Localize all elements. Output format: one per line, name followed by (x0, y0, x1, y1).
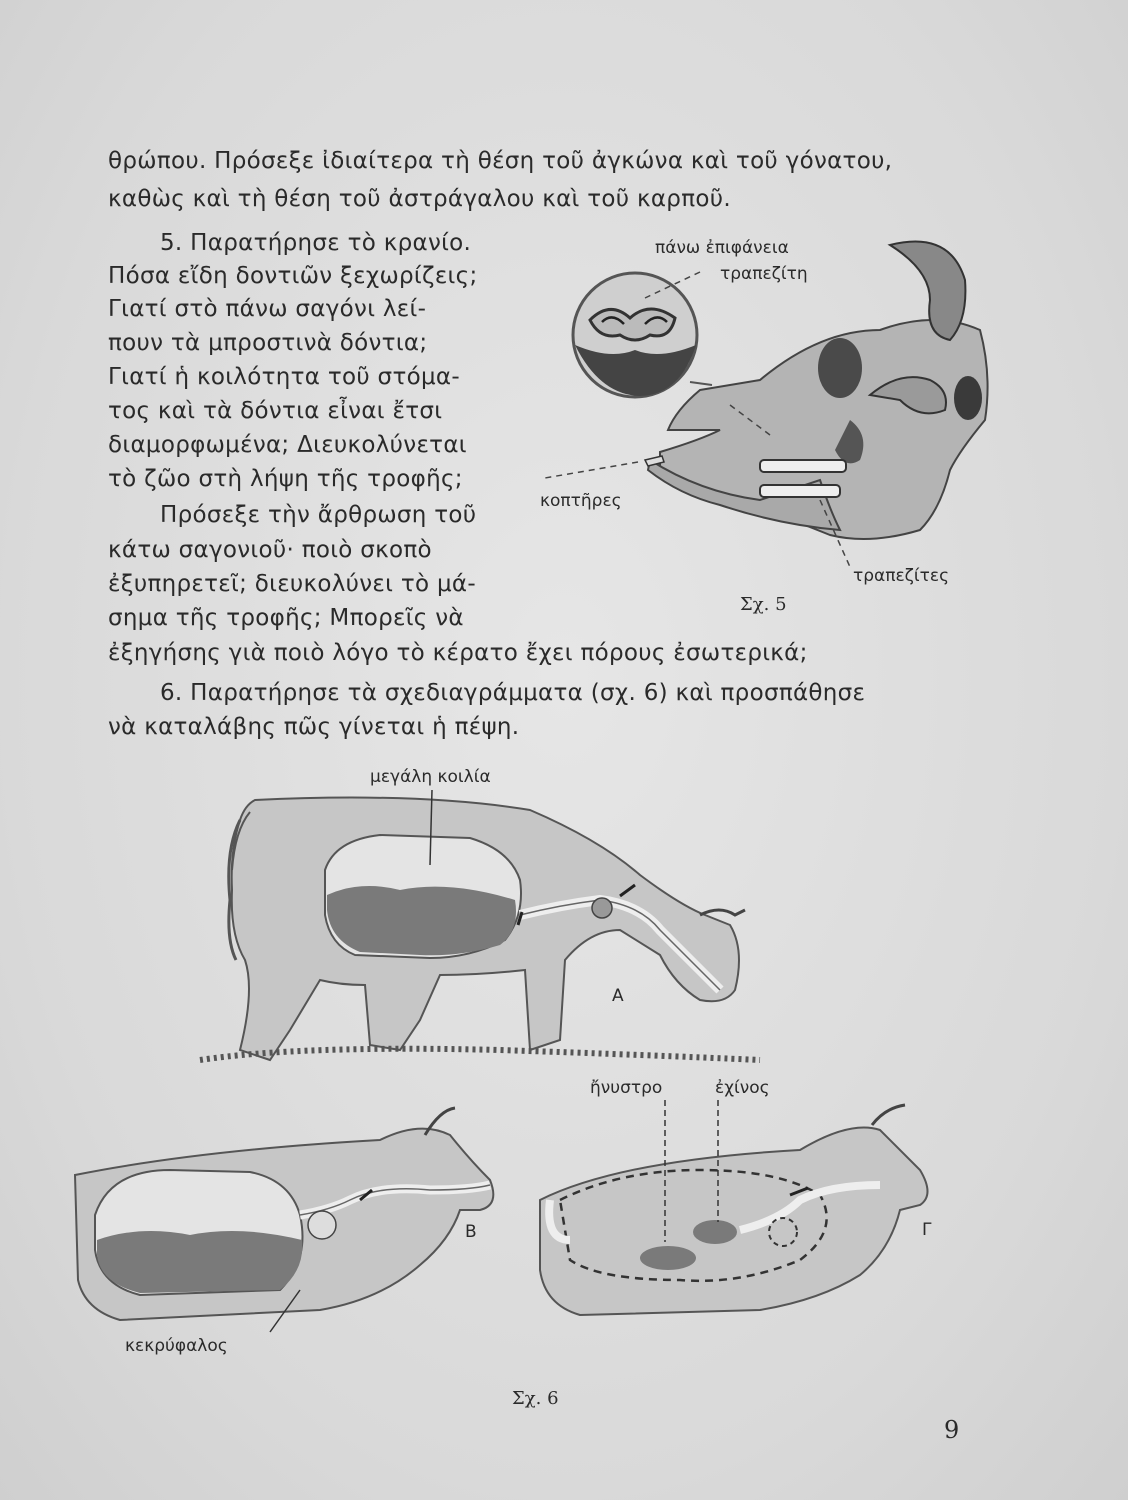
q6-line-1: 6. Παρατήρησε τὰ σχεδιαγράμματα (σχ. 6) καὶ προσπάθησε (160, 680, 866, 706)
fig6-label-b: Β (465, 1222, 477, 1242)
q5-line-12: σημα τῆς τροφῆς; Μπορεῖς νὰ (108, 605, 464, 631)
q5-line-8: τὸ ζῶο στὴ λήψη τῆς τροφῆς; (108, 466, 463, 492)
fig6-label-reticulum: κεκρύφαλος (125, 1336, 228, 1356)
q5-line-2: Πόσα εἴδη δοντιῶν ξεχωρίζεις; (108, 263, 478, 289)
q6-line-2: νὰ καταλάβης πῶς γίνεται ἡ πέψη. (108, 714, 520, 740)
q5-line-9: Πρόσεξε τὴν ἄρθρωση τοῦ (160, 502, 477, 528)
fig6-label-a: Α (612, 986, 624, 1006)
q5-line-6: τος καὶ τὰ δόντια εἶναι ἔτσι (108, 398, 443, 424)
q5-line-4: πουν τὰ μπροστινὰ δόντια; (108, 330, 428, 356)
fig5-caption: Σχ. 5 (740, 594, 787, 615)
fig6-caption: Σχ. 6 (512, 1388, 559, 1409)
fig6-label-c: Γ (922, 1220, 932, 1240)
intro-line-1: θρώπου. Πρόσεξε ἰδιαίτερα τὴ θέση τοῦ ἀγκώνα καὶ τοῦ γόνατου, (108, 148, 893, 174)
fig5-label-upper-surface-2: τραπεζίτη (720, 264, 808, 284)
cow-c (540, 1100, 928, 1315)
q5-line-7: διαμορφωμένα; Διευκολύνεται (108, 432, 467, 458)
q5-line-5: Γιατί ἡ κοιλότητα τοῦ στόμα- (108, 364, 460, 390)
fig6-label-reticulum-c: ἐχίνος (715, 1078, 770, 1098)
cow-a (200, 790, 760, 1060)
fig6-label-omasum: ἤνυστρο (590, 1078, 663, 1098)
q5-line-3: Γιατί στὸ πάνω σαγόνι λεί- (108, 296, 427, 322)
fig5-label-upper-surface: πάνω ἐπιφάνεια (655, 238, 789, 258)
q5-line-1: 5. Παρατήρησε τὸ κρανίο. (160, 230, 472, 256)
q5-line-13: ἐξηγήσης γιὰ ποιὸ λόγο τὸ κέρατο ἔχει πόρους ἐσωτερικά; (108, 640, 808, 666)
fig5-label-incisors: κοπτῆρες (540, 491, 622, 511)
intro-line-2: καθὼς καὶ τὴ θέση τοῦ ἀστράγαλου καὶ τοῦ καρποῦ. (108, 186, 731, 212)
fig5-label-molars: τραπεζίτες (853, 566, 950, 586)
fig6-label-rumen: μεγάλη κοιλία (370, 767, 491, 787)
q5-line-10: κάτω σαγονιοῦ· ποιὸ σκοπὸ (108, 537, 432, 563)
cow-b (75, 1108, 493, 1332)
q5-line-11: ἐξυπηρετεῖ; διευκολύνει τὸ μά- (108, 571, 476, 597)
page-number: 9 (944, 1416, 960, 1444)
